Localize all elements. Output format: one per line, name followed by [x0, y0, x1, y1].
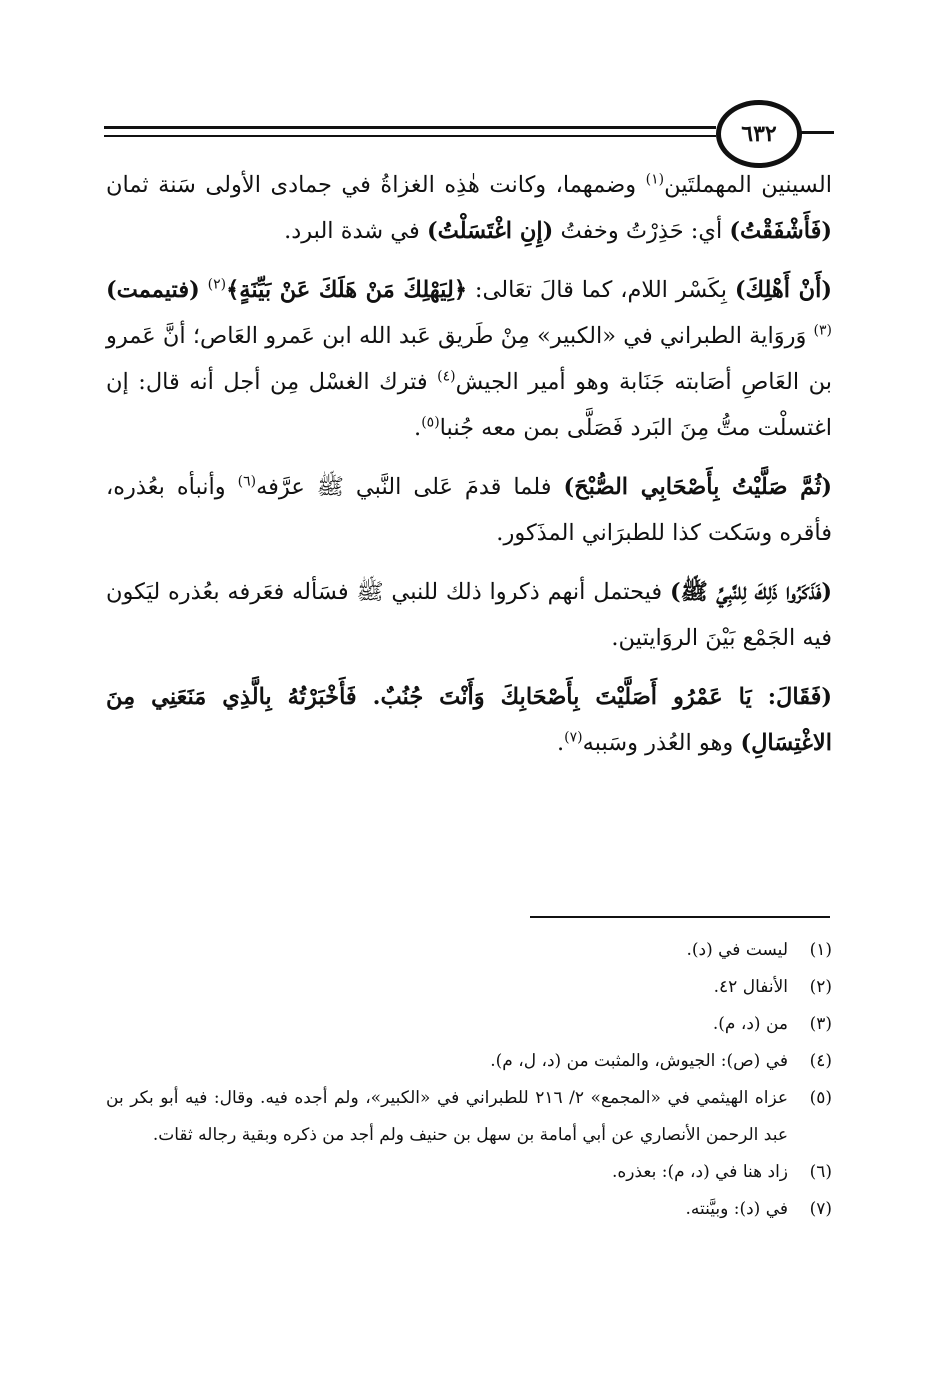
footnote-text: زاد هنا في (د، م): بعذره.	[611, 1162, 788, 1182]
footnote-item	[106, 1154, 832, 1191]
text-run: .	[557, 730, 565, 756]
quoted-phrase: (فَذَكَرُوا ذَلِكَ لِلنَّبِيِّ ﷺ)	[669, 579, 832, 605]
footnote-item	[106, 969, 832, 1006]
text-run: فترك الغسْل مِن أجل أنه قال: إن اغتسلْت متُّ مِنَ البَرد فَصَلَّى بمن معه جُنبا	[106, 369, 832, 441]
quoted-phrase: (فتيممت)	[106, 277, 200, 303]
quran-quote: ﴿لِيَهْلِكَ مَنْ هَلَكَ عَنْ بَيِّنَةٍ﴾	[226, 277, 468, 303]
footnote-ref: (٦)	[237, 473, 257, 490]
page-number: ٦٣٢	[716, 100, 802, 168]
footnote-number: (٦)	[809, 1162, 832, 1182]
header-rule-bottom	[104, 135, 716, 137]
footnote-item	[106, 932, 832, 969]
footnote-ref: (٧)	[564, 729, 583, 746]
quoted-phrase: (فَقَالَ: يَا عَمْرُو أَصَلَّيْتَ بِأَصْحَابِكَ وَأَنْتَ جُنُبٌ. فَأَخْبَرْتُهُ بِالَّذِي مَنَعَنِي مِنَ الاغْتِسَالِ)	[106, 684, 832, 756]
paragraph-5	[106, 674, 832, 766]
quoted-phrase: (ثُمَّ صَلَّيْتُ بِأَصْحَابِي الصُّبْحَ)	[563, 474, 832, 500]
text-run: وَروَاية الطبراني في «الكبير» مِنْ طَريق عَبد الله ابن عَمرو العَاص؛ أنَّ عَمرو بن العَاصِ أصَابته جَنَابة وهو أمير الجيش	[106, 323, 832, 395]
footnote-ref: (١)	[645, 171, 665, 188]
footnote-text: ليست في (د).	[686, 940, 788, 960]
footnote-ref: (٣)	[813, 322, 832, 339]
footnote-item	[106, 1191, 832, 1228]
footnote-ref: (٤)	[437, 368, 456, 385]
text-run	[200, 277, 208, 303]
text-run: السينين المهملتَين	[664, 172, 832, 198]
footnote-text: الأنفال ٤٢.	[713, 977, 788, 997]
footnote-text: في (د): وبيَّنته.	[685, 1199, 788, 1219]
footnote-number: (٥)	[809, 1088, 832, 1108]
footnotes	[106, 932, 832, 1228]
page-header	[104, 96, 834, 166]
footnote-number: (٧)	[809, 1199, 832, 1219]
text-run: في شدة البرد.	[284, 218, 427, 244]
footnote-number: (١)	[809, 940, 832, 960]
text-run: وأنبأه بعُذره، فأقره وسَكت كذا للطبرَاني المذَكور.	[106, 474, 832, 546]
text-run: أي: حَذِرْتُ وخفتُ	[553, 218, 730, 244]
text-run: فلما قدمَ عَلى النَّبي ﷺ عرَّفه	[256, 474, 564, 500]
text-run: وضمهما، وكانت هٰذِه الغزاةُ في جمادى الأولى سَنة ثمان	[106, 172, 646, 198]
quoted-phrase: (إِنِ اغْتَسَلْتُ)	[426, 218, 554, 244]
footnote-ref: (٥)	[421, 414, 440, 431]
footnote-ref: (٢)	[207, 276, 227, 293]
footnote-text: من (د، م).	[712, 1014, 788, 1034]
paragraph-2	[106, 267, 832, 451]
paragraph-4	[106, 569, 832, 661]
text-run: وهو العُذر وسَببه	[582, 730, 741, 756]
footnote-item	[106, 1080, 832, 1154]
footnote-text: في (ص): الجيوش، والمثبت من (د، ل، م).	[490, 1051, 788, 1071]
footnote-text: عزاه الهيثمي في «المجمع» ٢/ ٢١٦ للطبراني في «الكبير»، ولم أجده فيه. وقال: فيه أبو بكر بن عبد الرحمن الأنصاري عن أبي أمامة بن سهل بن حنيف ولم أجد من ذكره وبقية رجاله ثقات.	[106, 1088, 788, 1145]
text-run: بِكَسْر اللام، كما قالَ تعَالى:	[467, 277, 735, 303]
header-rule-top	[104, 126, 716, 129]
quoted-phrase: (فَأَشْفَقْتُ)	[729, 218, 832, 244]
text-run: .	[414, 415, 422, 441]
footnote-number: (٤)	[809, 1051, 832, 1071]
paragraph-3	[106, 464, 832, 556]
text-run: فيحتمل أنهم ذكروا ذلك للنبي ﷺ فسَأله فعَرفه بعُذره ليَكون فيه الجَمْع بَيْنَ الروَايتين.	[106, 579, 832, 651]
footnote-divider	[530, 916, 830, 918]
main-text	[106, 162, 832, 779]
footnote-item	[106, 1006, 832, 1043]
footnote-number: (٢)	[809, 977, 832, 997]
footnote-number: (٣)	[809, 1014, 832, 1034]
footnote-item	[106, 1043, 832, 1080]
quoted-phrase: (أَنْ أَهْلِكَ)	[734, 277, 832, 303]
paragraph-1	[106, 162, 832, 254]
